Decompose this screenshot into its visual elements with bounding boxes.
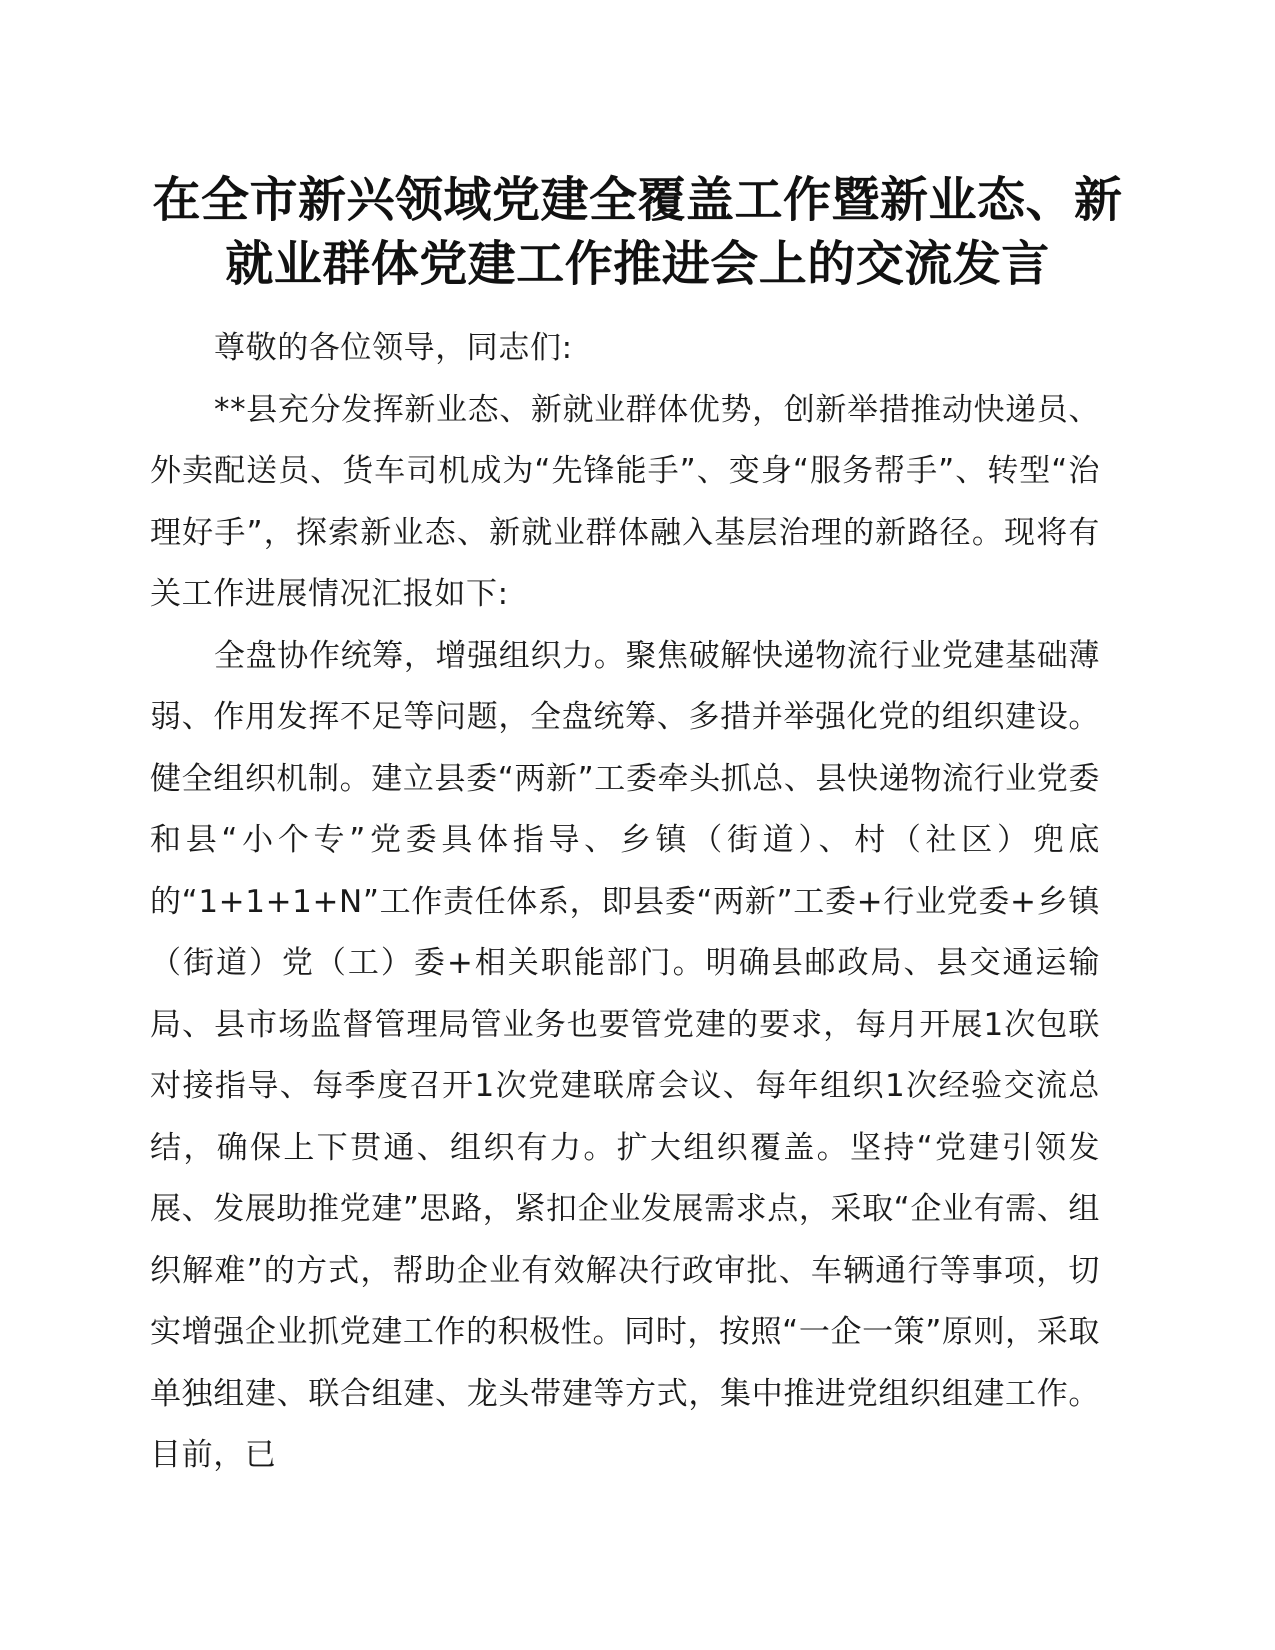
title-line-1: 在全市新兴领域党建全覆盖工作暨新业态、新 bbox=[152, 172, 1123, 228]
document-body bbox=[150, 318, 1100, 1487]
salutation-paragraph: 尊敬的各位领导，同志们: bbox=[214, 330, 573, 366]
intro-paragraph: **县充分发挥新业态、新就业群体优势，创新举措推动快递员、外卖配送员、货车司机成为“先锋能手”、变身“服务帮手”、转型“治理好手”，探索新业态、新就业群体融入基层治理的新路径。现将有关工作进展情况汇报如下: bbox=[150, 391, 1100, 612]
title-line-2: 就业群体党建工作推进会上的交流发言 bbox=[225, 236, 1050, 292]
document-title bbox=[150, 168, 1125, 296]
organization-paragraph: 全盘协作统筹，增强组织力。聚焦破解快递物流行业党建基础薄弱、作用发挥不足等问题，全盘统筹、多措并举强化党的组织建设。健全组织机制。建立县委“两新”工委牵头抓总、县快递物流行业党委和县“小个专”党委具体指导、乡镇（街道）、村（社区）兜底的“1+1+1+N”工作责任体系，即县委“两新”工委+行业党委+乡镇（街道）党（工）委+相关职能部门。明确县邮政局、县交通运输局、县市场监督管理局管业务也要管党建的要求，每月开展1次包联对接指导、每季度召开1次党建联席会议、每年组织1次经验交流总结，确保上下贯通、组织有力。扩大组织覆盖。坚持“党建引领发展、发展助推党建”思路，紧扣企业发展需求点，采取“企业有需、组织解难”的方式，帮助企业有效解决行政审批、车辆通行等事项，切实增强企业抓党建工作的积极性。同时，按照“一企一策”原则，采取单独组建、联合组建、龙头带建等方式，集中推进党组织组建工作。目前，已 bbox=[150, 637, 1100, 1473]
